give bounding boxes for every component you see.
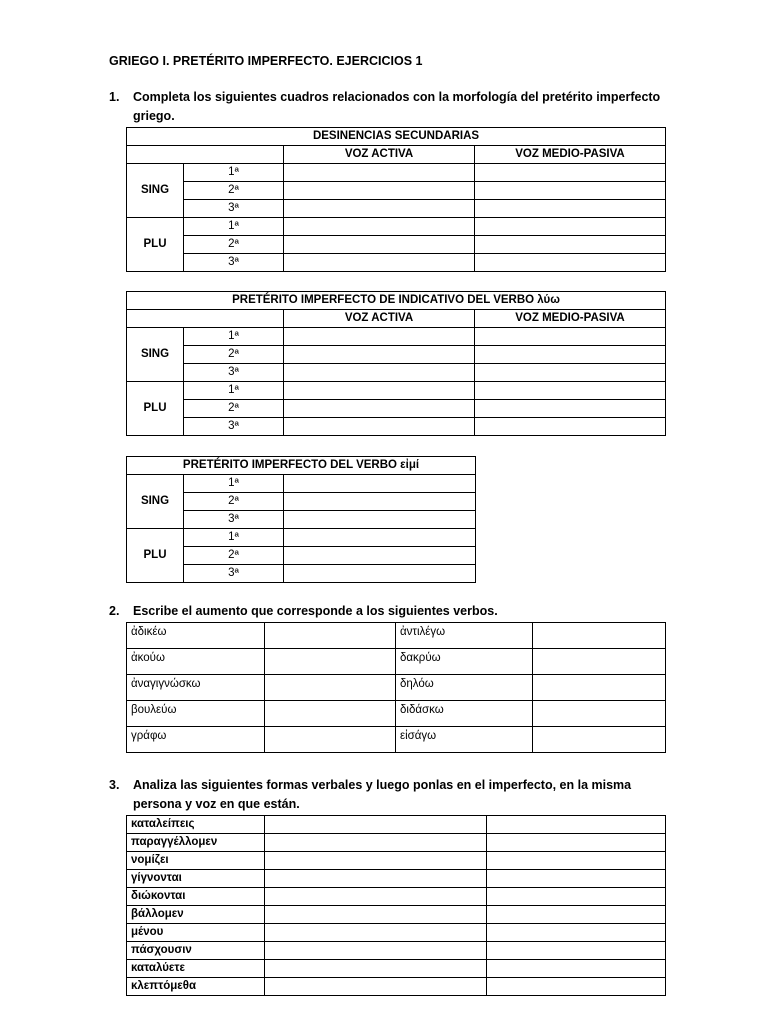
imperfect-cell[interactable] (487, 960, 666, 978)
answer-cell[interactable] (284, 400, 475, 418)
imperfect-cell[interactable] (487, 942, 666, 960)
person-label: 3ª (184, 254, 284, 272)
table-row (127, 924, 666, 942)
answer-cell[interactable] (284, 236, 475, 254)
verb-b: εἰσάγω (396, 727, 533, 753)
answer-cell[interactable] (284, 511, 476, 529)
analysis-cell[interactable] (265, 834, 487, 852)
imperfect-cell[interactable] (487, 852, 666, 870)
section-sing: SING (127, 164, 184, 218)
verb-b: δακρύω (396, 649, 533, 675)
table-row (127, 675, 666, 701)
verb-form: πάσχουσιν (127, 942, 265, 960)
person-label: 1ª (184, 328, 284, 346)
imperfect-cell[interactable] (487, 816, 666, 834)
question-2 (109, 602, 729, 622)
answer-cell[interactable] (284, 254, 475, 272)
table-row (127, 978, 666, 996)
answer-cell[interactable] (475, 200, 666, 218)
question-2-number: 2. (109, 604, 120, 618)
table-row (127, 623, 666, 649)
answer-cell[interactable] (265, 649, 396, 675)
question-1-text-line2: griego. (133, 109, 175, 123)
answer-cell[interactable] (475, 164, 666, 182)
person-label: 1ª (184, 475, 284, 493)
person-label: 1ª (184, 382, 284, 400)
answer-cell[interactable] (475, 328, 666, 346)
verb-b: δηλόω (396, 675, 533, 701)
analysis-cell[interactable] (265, 960, 487, 978)
verb-form: βάλλομεν (127, 906, 265, 924)
person-label: 1ª (184, 164, 284, 182)
table-row (127, 870, 666, 888)
person-label: 3ª (184, 511, 284, 529)
person-label: 1ª (184, 529, 284, 547)
imperfect-cell[interactable] (487, 870, 666, 888)
answer-cell[interactable] (475, 418, 666, 436)
answer-cell[interactable] (533, 623, 666, 649)
answer-cell[interactable] (265, 675, 396, 701)
verb-a: ἀδικέω (127, 623, 265, 649)
analysis-cell[interactable] (265, 816, 487, 834)
answer-cell[interactable] (475, 182, 666, 200)
table-row (127, 888, 666, 906)
person-label: 3ª (184, 364, 284, 382)
analysis-cell[interactable] (265, 942, 487, 960)
answer-cell[interactable] (475, 346, 666, 364)
verb-form: νομίζει (127, 852, 265, 870)
table-row (127, 852, 666, 870)
verb-form: παραγγέλλομεν (127, 834, 265, 852)
answer-cell[interactable] (284, 218, 475, 236)
answer-cell[interactable] (533, 727, 666, 753)
answer-cell[interactable] (284, 346, 475, 364)
section-plu: PLU (127, 529, 184, 583)
table-row (127, 727, 666, 753)
verb-a: ἀναγιγνώσκω (127, 675, 265, 701)
section-plu: PLU (127, 218, 184, 272)
table-row (127, 942, 666, 960)
answer-cell[interactable] (284, 565, 476, 583)
question-3 (109, 776, 729, 816)
table-row (127, 649, 666, 675)
answer-cell[interactable] (284, 382, 475, 400)
answer-cell[interactable] (533, 701, 666, 727)
answer-cell[interactable] (475, 218, 666, 236)
analysis-cell[interactable] (265, 888, 487, 906)
verb-a: βουλεύω (127, 701, 265, 727)
question-2-text: Escribe el aumento que corresponde a los siguientes verbos. (133, 604, 498, 618)
answer-cell[interactable] (475, 382, 666, 400)
answer-cell[interactable] (533, 675, 666, 701)
verb-b: διδάσκω (396, 701, 533, 727)
table-title: PRETÉRITO IMPERFECTO DEL VERBO εἰμί (127, 457, 476, 475)
table-title: DESINENCIAS SECUNDARIAS (127, 128, 666, 146)
table-row (127, 701, 666, 727)
question-1-text-line1: Completa los siguientes cuadros relacionados con la morfología del pretérito imperfecto (133, 90, 661, 104)
verb-form: καταλύετε (127, 960, 265, 978)
verb-form: διώκονται (127, 888, 265, 906)
analysis-cell[interactable] (265, 906, 487, 924)
imperfecto-luo-table (126, 291, 666, 436)
table-title: PRETÉRITO IMPERFECTO DE INDICATIVO DEL VERBO λύω (127, 292, 666, 310)
question-1 (109, 88, 729, 128)
verb-b: ἀντιλέγω (396, 623, 533, 649)
verb-a: ἀκούω (127, 649, 265, 675)
page-title: GRIEGO I. PRETÉRITO IMPERFECTO. EJERCICIOS 1 (109, 54, 423, 68)
answer-cell[interactable] (265, 701, 396, 727)
col-header-active: VOZ ACTIVA (284, 310, 475, 328)
verb-form: κλεπτόμεθα (127, 978, 265, 996)
person-label: 2ª (184, 547, 284, 565)
question-1-number: 1. (109, 90, 120, 104)
section-plu: PLU (127, 382, 184, 436)
table-row (127, 906, 666, 924)
imperfect-cell[interactable] (487, 978, 666, 996)
person-label: 3ª (184, 200, 284, 218)
analysis-cell[interactable] (265, 924, 487, 942)
answer-cell[interactable] (284, 328, 475, 346)
answer-cell[interactable] (284, 493, 476, 511)
answer-cell[interactable] (284, 475, 476, 493)
imperfect-cell[interactable] (487, 888, 666, 906)
table-row (127, 834, 666, 852)
imperfect-cell[interactable] (487, 834, 666, 852)
answer-cell[interactable] (284, 529, 476, 547)
question-3-text-line2: persona y voz en que están. (133, 797, 300, 811)
person-label: 3ª (184, 418, 284, 436)
answer-cell[interactable] (284, 182, 475, 200)
person-label: 2ª (184, 182, 284, 200)
answer-cell[interactable] (284, 418, 475, 436)
person-label: 1ª (184, 218, 284, 236)
answer-cell[interactable] (533, 649, 666, 675)
table-row (127, 960, 666, 978)
question-3-text-line1: Analiza las siguientes formas verbales y luego ponlas en el imperfecto, en la misma (133, 778, 632, 792)
imperfecto-eimi-table (126, 456, 476, 583)
col-header-middle: VOZ MEDIO-PASIVA (475, 310, 666, 328)
desinencias-table (126, 127, 666, 272)
answer-cell[interactable] (284, 164, 475, 182)
answer-cell[interactable] (475, 254, 666, 272)
section-sing: SING (127, 328, 184, 382)
analysis-cell[interactable] (265, 852, 487, 870)
person-label: 2ª (184, 400, 284, 418)
answer-cell[interactable] (475, 364, 666, 382)
answer-cell[interactable] (284, 364, 475, 382)
person-label: 2ª (184, 346, 284, 364)
col-header-middle: VOZ MEDIO-PASIVA (475, 146, 666, 164)
answer-cell[interactable] (265, 623, 396, 649)
person-label: 2ª (184, 493, 284, 511)
aumento-table (126, 622, 666, 753)
question-3-number: 3. (109, 778, 120, 792)
imperfect-cell[interactable] (487, 906, 666, 924)
person-label: 3ª (184, 565, 284, 583)
analysis-table (126, 815, 666, 996)
section-sing: SING (127, 475, 184, 529)
table-row (127, 816, 666, 834)
person-label: 2ª (184, 236, 284, 254)
imperfect-cell[interactable] (487, 924, 666, 942)
answer-cell[interactable] (284, 547, 476, 565)
col-header-active: VOZ ACTIVA (284, 146, 475, 164)
verb-form: μένου (127, 924, 265, 942)
analysis-cell[interactable] (265, 870, 487, 888)
verb-form: καταλείπεις (127, 816, 265, 834)
answer-cell[interactable] (475, 236, 666, 254)
answer-cell[interactable] (265, 727, 396, 753)
answer-cell[interactable] (475, 400, 666, 418)
verb-a: γράφω (127, 727, 265, 753)
answer-cell[interactable] (284, 200, 475, 218)
verb-form: γίγνονται (127, 870, 265, 888)
analysis-cell[interactable] (265, 978, 487, 996)
